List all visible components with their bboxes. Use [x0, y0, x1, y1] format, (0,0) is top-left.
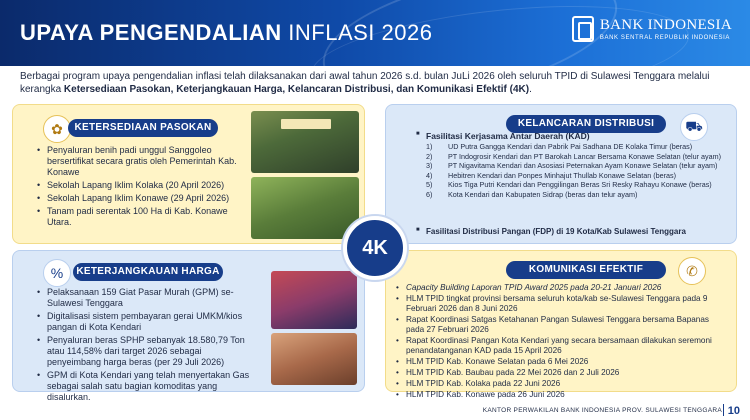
footer-divider: [723, 404, 724, 416]
list-item: [426, 153, 726, 162]
quadrant-ketersediaan-pasokan: [12, 104, 365, 244]
photo-seminar: [251, 111, 359, 173]
intro-end: .: [529, 84, 532, 95]
list-item: • Penyaluran benih padi unggul Sanggoleo bersertifikat secara gratis oleh Pemerintah Kab. Konawe: [37, 145, 252, 178]
intro-paragraph: [20, 70, 730, 96]
kad-list: [426, 143, 726, 201]
title-bold: UPAYA PENGENDALIAN: [20, 20, 282, 45]
item-number: 4): [426, 170, 433, 180]
quadrant-kelancaran-distribusi: [385, 104, 737, 244]
list-item: • GPM di Kota Kendari yang telah menyertakan Gas sebagai salah satu bagian komoditas yang disalurkan.: [37, 370, 255, 403]
item-text: UD Putra Gangga Kendari dan Pabrik Pai Sadhana DE Kolaka Timur (beras): [448, 142, 693, 151]
footer-office: KANTOR PERWAKILAN BANK INDONESIA PROV. SULAWESI TENGGARA: [482, 407, 722, 414]
delivery-truck-icon: ⛟: [680, 113, 708, 141]
item-number: 5): [426, 180, 433, 190]
item-number: 3): [426, 161, 433, 171]
list-item: • Sekolah Lapang Iklim Kolaka (20 April 2026): [37, 180, 252, 191]
list-item: [396, 283, 726, 293]
list-item: • HLM TPID Kab. Konawe pada 26 Juni 2026: [396, 390, 726, 400]
page-number: 10: [727, 405, 740, 417]
photo-market-stall: [271, 333, 357, 385]
item-text: Capacity Building Laporan TPID Award 2025 pada 20-21 Januari 2026: [406, 283, 662, 292]
bank-logo-icon: [572, 16, 594, 42]
kad-heading: ■ Fasilitasi Kerjasama Antar Daerah (KAD): [426, 131, 590, 141]
list-item: • HLM TPID Kab. Konawe Selatan pada 6 Mei 2026: [396, 357, 726, 367]
photo-banner: [281, 119, 331, 129]
item-text: Kios Tiga Putri Kendari dan Penggilingan Beras Sri Resky Rahayu Konawe (beras): [448, 180, 712, 190]
logo-name: BANK INDONESIA: [599, 16, 732, 33]
photo-market-event: [271, 271, 357, 329]
section-title: KOMUNIKASI EFEKTIF: [506, 261, 666, 279]
list-item: • Rapat Koordinasi Pangan Kota Kendari yang secara bersamaan dilakukan seremoni penandatanganan KAD pada 15 April 2026: [396, 336, 726, 356]
item-number: 2): [426, 151, 433, 161]
bullet-list: [37, 145, 252, 230]
list-item: • HLM TPID Kab. Kolaka pada 22 Juni 2026: [396, 379, 726, 389]
section-title: KETERJANGKAUAN HARGA: [73, 263, 223, 281]
intro-bold: Ketersediaan Pasokan, Keterjangkauan Harga, Kelancaran Distribusi, dan Komunikasi Efektif (4K): [63, 84, 530, 95]
fdp-heading: ■ Fasilitasi Distribusi Pangan (FDP) di 19 Kota/Kab Sulawesi Tenggara: [426, 227, 686, 236]
list-item: [426, 162, 726, 171]
list-item: • Tanam padi serentak 100 Ha di Kab. Konawe Utara.: [37, 206, 252, 228]
quadrant-keterjangkauan-harga: [12, 250, 365, 402]
list-item: [426, 172, 726, 181]
quadrant-komunikasi-efektif: [385, 250, 737, 399]
price-tag-icon: %: [43, 259, 71, 287]
list-item: • HLM TPID tingkat provinsi bersama seluruh kota/kab se-Sulawesi Tenggara pada 9 Februari 2026 dan 8 Juni 2026: [396, 294, 726, 314]
item-text: Hebitren Kendari dan Ponpes Minhajut Thullab Konawe Selatan (beras): [448, 170, 677, 180]
harvest-icon: ✿: [43, 115, 71, 143]
header-banner: [0, 0, 750, 66]
list-item: • HLM TPID Kab. Baubau pada 22 Mei 2026 dan 2 Juli 2026: [396, 368, 726, 378]
list-item: • Pelaksanaan 159 Giat Pasar Murah (GPM) se-Sulawesi Tenggara: [37, 287, 255, 309]
item-number: 6): [426, 189, 433, 199]
item-text: Kota Kendari dan Kabupaten Sidrap (beras dan telur ayam): [448, 189, 638, 199]
list-item: [426, 181, 726, 190]
logo-subtitle: BANK SENTRAL REPUBLIK INDONESIA: [599, 34, 730, 41]
intro-text: Berbagai program upaya pengendalian inflasi telah dilaksanakan dari awal tahun 2026 s.d. bulan JuLi 2026 oleh seluruh TPID di Sulawesi Tenggara melalui kerangka: [20, 71, 710, 95]
list-item: • Sekolah Lapang Iklim Konawe (29 April 2026): [37, 193, 252, 204]
bank-indonesia-logo: [572, 16, 732, 42]
list-item: [426, 143, 726, 152]
item-number: 1): [426, 142, 433, 151]
list-item: [426, 191, 726, 200]
list-item: • Digitalisasi sistem pembayaran gerai UMKM/kios pangan di Kota Kendari: [37, 311, 255, 333]
bullet-list: [396, 283, 726, 401]
item-text: PT Indogrosir Kendari dan PT Barokah Lancar Bersama Konawe Selatan (telur ayam): [448, 151, 722, 161]
megaphone-icon: ✆: [678, 257, 706, 285]
section-title: KETERSEDIAAN PASOKAN: [68, 119, 218, 137]
photo-field-group: [251, 177, 359, 239]
title-light: INFLASI 2026: [288, 20, 433, 45]
list-item: • Penyaluran beras SPHP sebanyak 18.580,79 Ton atau 114,58% dari target 2026 sebagai penyeimbang harga beras (per 29 Juli 2026): [37, 335, 255, 368]
item-text: PT Nigavitama Kendari dan Asosiasi Peternakan Ayam Konawe Selatan (telur ayam): [448, 161, 718, 171]
bullet-list: [37, 287, 255, 405]
section-title: KELANCARAN DISTRIBUSI: [506, 115, 666, 133]
center-4k-badge: 4K: [343, 216, 407, 280]
list-item: • Rapat Koordinasi Satgas Ketahanan Pangan Sulawesi Tenggara bersama Bapanas pada 27 Februari 2026: [396, 315, 726, 335]
page-title: [20, 20, 432, 46]
